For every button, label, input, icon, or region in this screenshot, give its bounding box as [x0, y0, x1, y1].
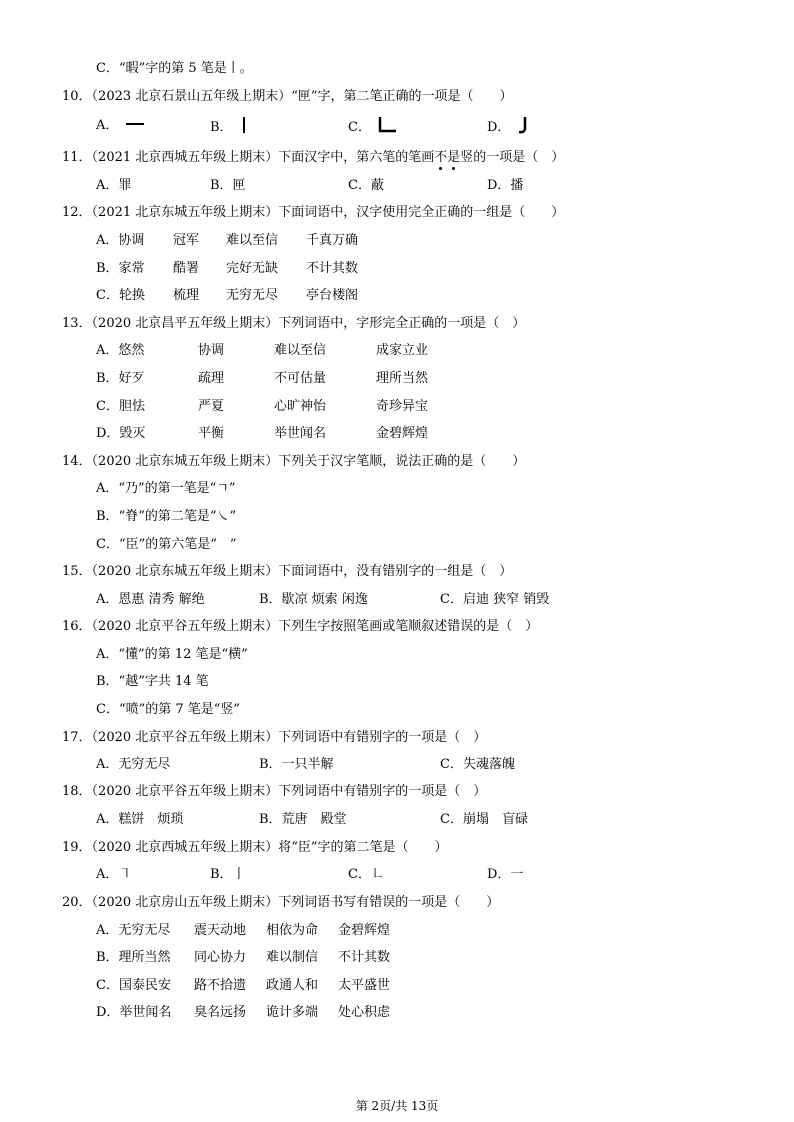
vertical-fold-stroke-icon — [377, 116, 397, 134]
question-16-option-c: C．“喷”的第 7 笔是“竖” — [96, 702, 241, 717]
question-19-option-b: B．丨 — [210, 867, 246, 882]
question-12-stem: 12．（2021 北京东城五年级上期末）下面词语中，汉字使用完全正确的一组是（ ） — [62, 205, 565, 220]
question-14-option-a: A．“乃”的第一笔是“ㄱ” — [96, 481, 236, 496]
question-15-stem: 15．（2020 北京东城五年级上期末）下面词语中，没有错别字的一组是（ ） — [62, 564, 513, 579]
question-11-stem: 11．（2021 北京西城五年级上期末）下面汉字中，第六笔的笔画不是竖的一项是（ ） — [62, 150, 565, 165]
question-13-stem: 13．（2020 北京昌平五年级上期末）下列词语中，字形完全正确的一项是（ ） — [62, 316, 526, 331]
question-16-option-b: B．“越”字共 14 笔 — [96, 674, 209, 689]
question-9-option-c: C．“暇”字的第 5 笔是丨。 — [96, 61, 253, 76]
question-17-option-c: C．失魂落魄 — [440, 757, 515, 772]
question-10-stem: 10．（2023 北京石景山五年级上期末）“匣”字，第二笔正确的一项是（ ） — [62, 89, 513, 104]
question-11-option-a: A．罪 — [96, 178, 132, 193]
question-11-option-c: C．蔽 — [348, 178, 384, 193]
question-17-stem: 17．（2020 北京平谷五年级上期末）下列词语中有错别字的一项是（ ） — [62, 730, 487, 745]
question-19-option-c: C．㇗ — [348, 867, 384, 882]
question-10-option-d: D． — [487, 116, 530, 137]
page-number: 第 2页/共 13页 — [355, 1099, 439, 1113]
question-20-stem: 20．（2020 北京房山五年级上期末）下列词语书写有错误的一项是（ ） — [62, 895, 500, 910]
question-16-option-a: A．“懂”的第 12 笔是“横” — [96, 647, 248, 662]
question-14-stem: 14．（2020 北京东城五年级上期末）下列关于汉字笔顺，说法正确的是（ ） — [62, 454, 526, 469]
question-11-option-b: B．匣 — [210, 178, 246, 193]
question-18-stem: 18．（2020 北京平谷五年级上期末）下列词语中有错别字的一项是（ ） — [62, 784, 487, 799]
vertical-stroke-icon — [239, 116, 249, 134]
question-18-option-c: C．崩塌 盲碌 — [440, 812, 528, 827]
question-10-option-c: C． — [348, 116, 397, 137]
horizontal-stroke-icon — [124, 116, 146, 132]
question-11-option-d: D．播 — [487, 178, 524, 193]
question-18-option-a: A．糕饼 烦琐 — [96, 812, 184, 827]
question-10-option-a: A． — [96, 116, 146, 135]
question-15-option-a: A．恩惠 清秀 解绝 — [96, 592, 205, 607]
question-16-stem: 16．（2020 北京平谷五年级上期末）下列生字按照笔画或笔顺叙述错误的是（ ） — [62, 619, 539, 634]
question-18-option-b: B．荒唐 殿堂 — [259, 812, 347, 827]
question-19-stem: 19．（2020 北京西城五年级上期末）将“臣”字的第二笔是（ ） — [62, 840, 448, 855]
question-17-option-a: A．无穷无尽 — [96, 757, 171, 772]
question-15-option-c: C．启迪 狭窄 销毁 — [440, 592, 550, 607]
question-17-option-b: B．一只半解 — [259, 757, 334, 772]
vertical-hook-stroke-icon — [516, 116, 530, 134]
question-19-option-d: D．一 — [487, 867, 524, 882]
question-14-option-c: C．“臣”的第六笔是“ ” — [96, 537, 237, 552]
question-15-option-b: B．歇凉 烦索 闲逸 — [259, 592, 368, 607]
question-19-option-a: A．㇕ — [96, 867, 132, 882]
page-footer — [0, 1097, 794, 1114]
question-10-option-b: B． — [210, 116, 249, 137]
question-14-option-b: B．“脊”的第二笔是“㇏” — [96, 509, 237, 524]
